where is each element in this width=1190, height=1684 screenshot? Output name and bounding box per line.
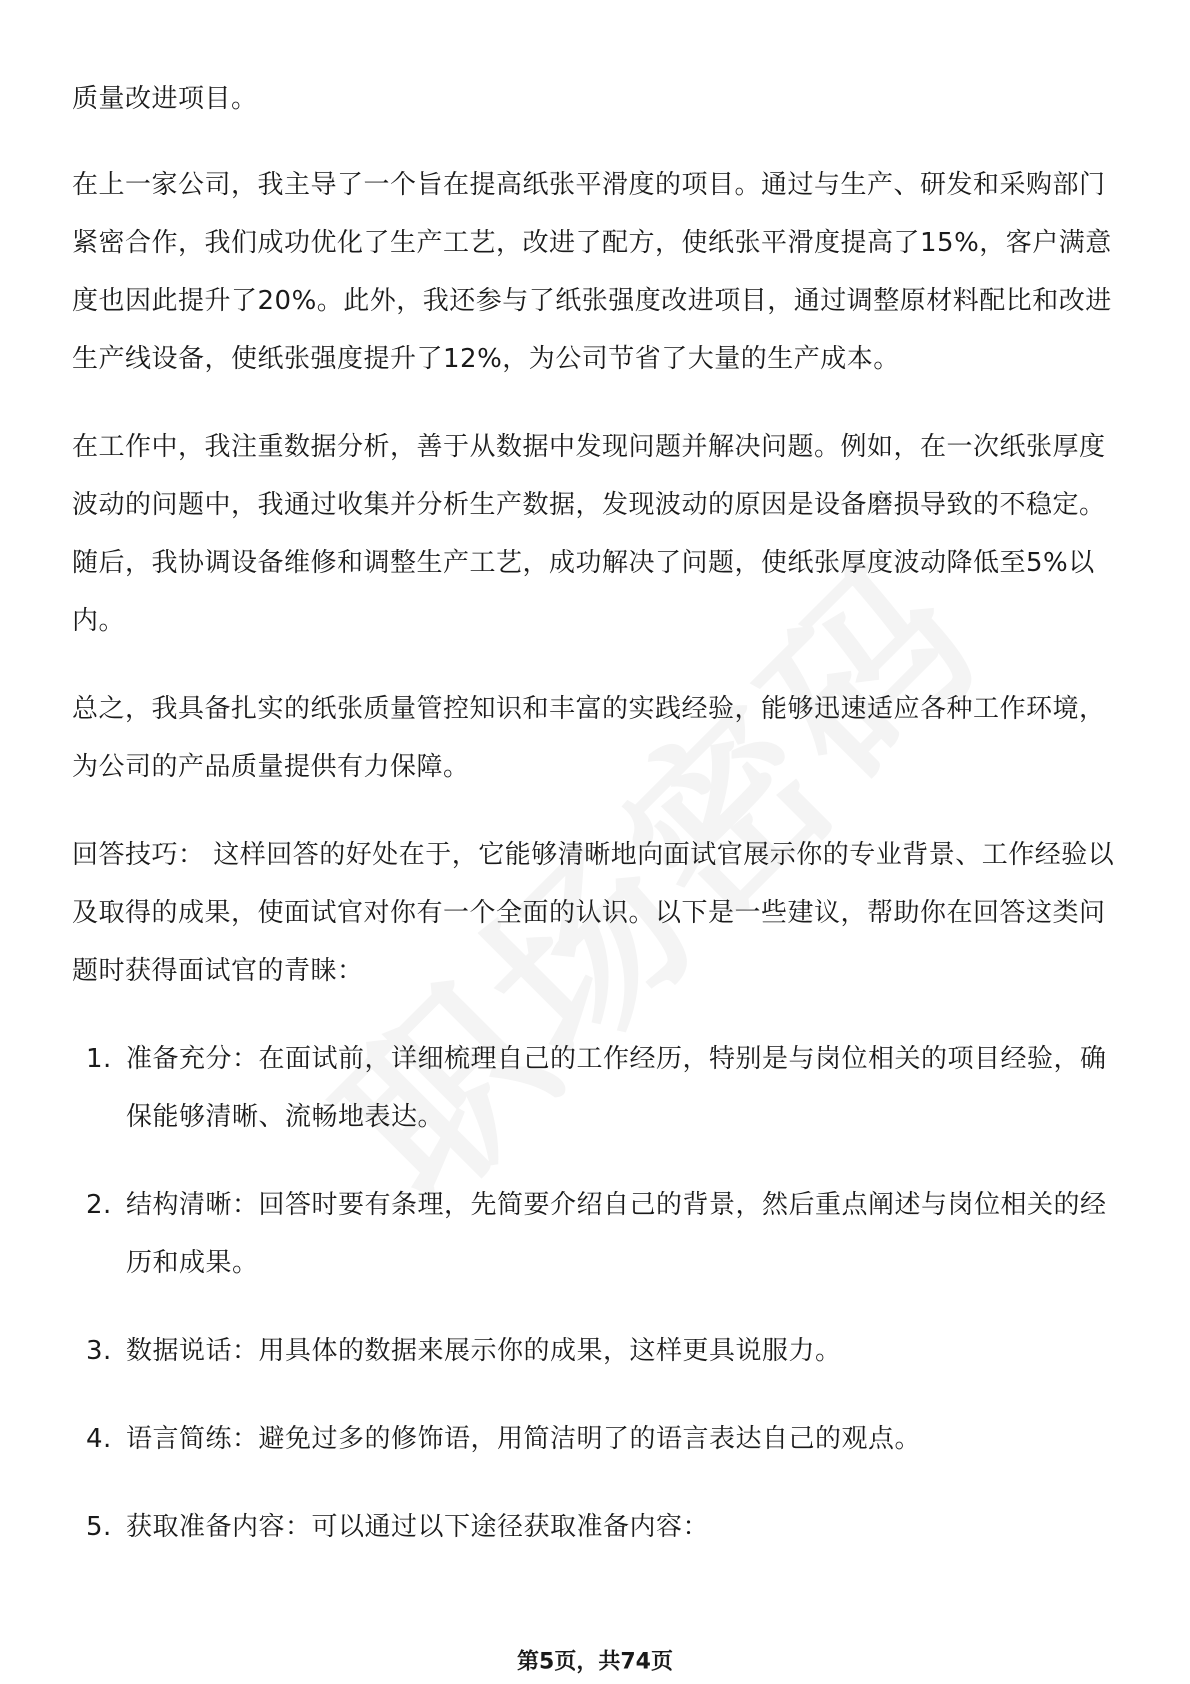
list-item-number: 4.	[86, 1424, 112, 1454]
list-item	[72, 1322, 1122, 1380]
paragraph: 总之，我具备扎实的纸张质量管控知识和丰富的实践经验，能够迅速适应各种工作环境，为公司的产品质量提供有力保障。	[72, 694, 1106, 782]
paragraph: 回答技巧： 这样回答的好处在于，它能够清晰地向面试官展示你的专业背景、工作经验以及取得的成果，使面试官对你有一个全面的认识。以下是一些建议，帮助你在回答这类问题时获得面试官的青睐：	[72, 840, 1115, 986]
document-body	[72, 70, 1122, 1586]
list-item-text: 语言简练：避免过多的修饰语，用简洁明了的语言表达自己的观点。	[126, 1424, 922, 1454]
paragraph: 在工作中，我注重数据分析，善于从数据中发现问题并解决问题。例如，在一次纸张厚度波动的问题中，我通过收集并分析生产数据，发现波动的原因是设备磨损导致的不稳定。随后，我协调设备维修和调整生产工艺，成功解决了问题，使纸张厚度波动降低至5%以内。	[72, 432, 1106, 636]
list-item-text: 数据说话：用具体的数据来展示你的成果，这样更具说服力。	[126, 1336, 842, 1366]
list-item	[72, 1176, 1122, 1292]
list-item-text: 结构清晰：回答时要有条理，先简要介绍自己的背景，然后重点阐述与岗位相关的经历和成果。	[126, 1190, 1107, 1278]
paragraph: 在上一家公司，我主导了一个旨在提高纸张平滑度的项目。通过与生产、研发和采购部门紧密合作，我们成功优化了生产工艺，改进了配方，使纸张平滑度提高了15%，客户满意度也因此提升了20%。此外，我还参与了纸张强度改进项目，通过调整原材料配比和改进生产线设备，使纸张强度提升了12%，为公司节省了大量的生产成本。	[72, 170, 1112, 374]
paragraph: 质量改进项目。	[72, 84, 258, 114]
list-item	[72, 1030, 1122, 1146]
list-item	[72, 1498, 1122, 1556]
list-item-number: 5.	[86, 1512, 112, 1542]
list-item-number: 1.	[86, 1044, 112, 1074]
list-item-number: 2.	[86, 1190, 112, 1220]
list-item-text: 获取准备内容：可以通过以下途径获取准备内容：	[126, 1512, 710, 1542]
list-item-number: 3.	[86, 1336, 112, 1366]
tips-list	[72, 1030, 1122, 1556]
page-footer: 第5页，共74页	[517, 1649, 673, 1675]
list-item	[72, 1410, 1122, 1468]
list-item-text: 准备充分：在面试前，详细梳理自己的工作经历，特别是与岗位相关的项目经验，确保能够清晰、流畅地表达。	[126, 1044, 1107, 1132]
